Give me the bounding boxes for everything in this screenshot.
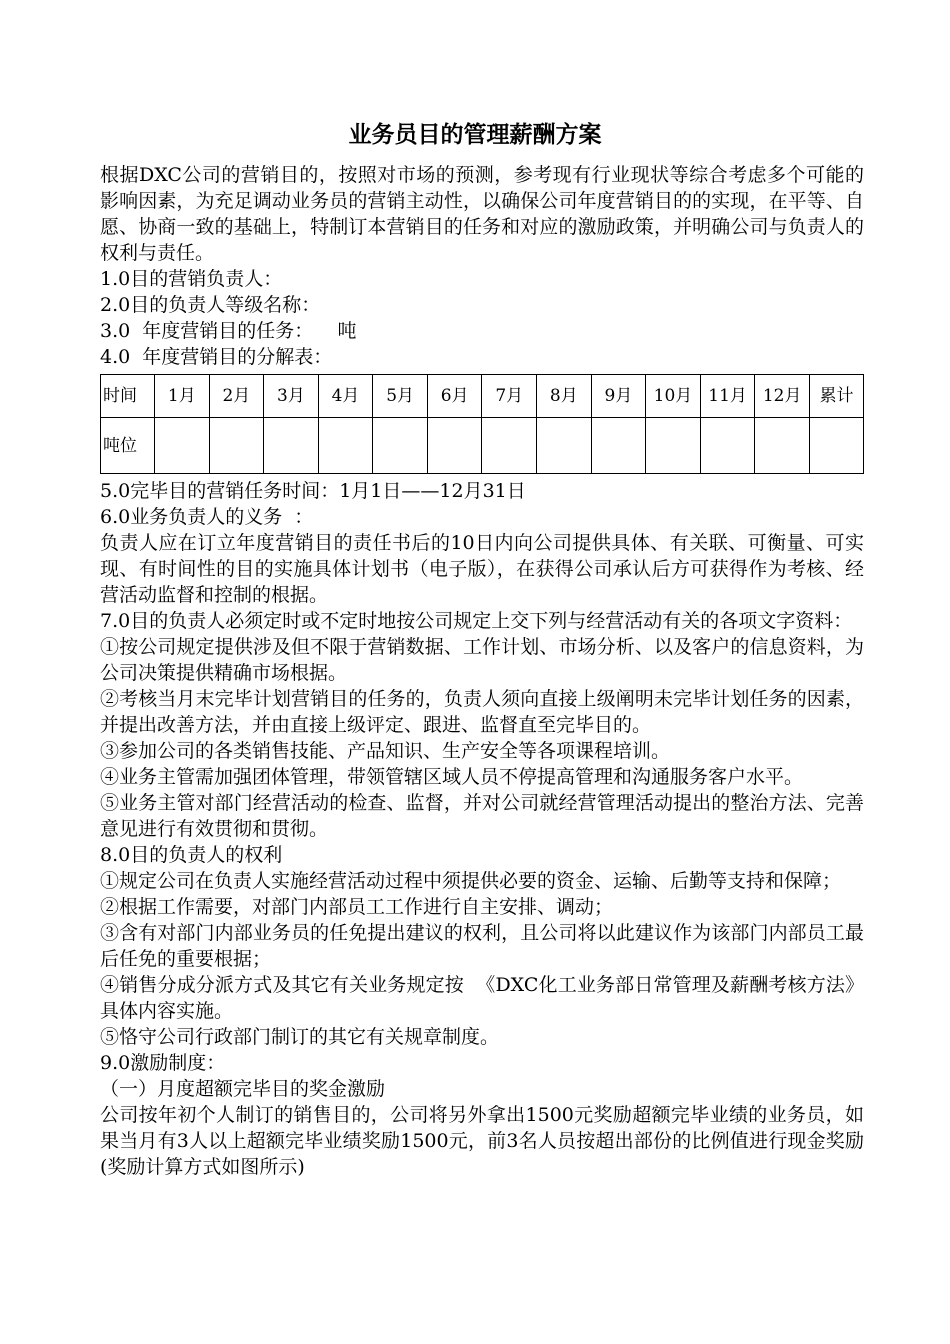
table-cell xyxy=(646,418,701,474)
table-header-cell: 5月 xyxy=(373,375,428,418)
table-cell xyxy=(591,418,646,474)
table-header-cell: 时间 xyxy=(101,375,155,418)
table-cell xyxy=(755,418,810,474)
table-row xyxy=(101,418,864,474)
item-3-heading: 3.0 年度营销目的任务： 吨 xyxy=(100,320,357,342)
item-8-point: ③含有对部门内部业务员的任免提出建议的权利，且公司将以此建议作为该部门内部员工最后任免的重要根据； xyxy=(100,922,864,970)
item-7-heading: 7.0目的负责人必须定时或不定时地按公司规定上交下列与经营活动有关的各项文字资料： xyxy=(100,610,853,632)
table-row-label: 吨位 xyxy=(101,418,155,474)
table-cell xyxy=(209,418,264,474)
item-9-heading: 9.0激励制度： xyxy=(100,1052,226,1074)
item-9-subheading: （一）月度超额完毕目的奖金激励 xyxy=(100,1078,386,1100)
document-body xyxy=(100,162,864,1180)
distribution-table-wrapper xyxy=(100,374,864,474)
table-header-cell: 3月 xyxy=(264,375,319,418)
item-7-point: ⑤业务主管对部门经营活动的检查、监督，并对公司就经营管理活动提出的整治方法、完善意见进行有效贯彻和贯彻。 xyxy=(100,792,864,840)
item-7-point: ①按公司规定提供涉及但不限于营销数据、工作计划、市场分析、以及客户的信息资料，为公司决策提供精确市场根据。 xyxy=(100,636,864,684)
table-cell xyxy=(155,418,210,474)
table-cell xyxy=(482,418,537,474)
table-header-cell: 12月 xyxy=(755,375,810,418)
table-header-cell: 11月 xyxy=(700,375,755,418)
table-header-cell: 1月 xyxy=(155,375,210,418)
item-7-point: ②考核当月末完毕计划营销目的任务的，负责人须向直接上级阐明未完毕计划任务的因素，并提出改善方法，并由直接上级评定、跟进、监督直至完毕目的。 xyxy=(100,688,864,736)
item-2-heading: 2.0目的负责人等级名称： xyxy=(100,294,321,316)
table-header-cell: 累计 xyxy=(810,375,864,418)
item-8-point: ②根据工作需要，对部门内部员工工作进行自主安排、调动； xyxy=(100,896,614,918)
intro-paragraph: 根据DXC公司的营销目的，按照对市场的预测，参考现有行业现状等综合考虑多个可能的影响因素，为充足调动业务员的营销主动性，以确保公司年度营销目的的实现，在平等、自愿、协商一致的基础上，特制订本营销目的任务和对应的激励政策，并明确公司与负责人的权利与责任。 xyxy=(100,164,864,264)
table-header-cell: 2月 xyxy=(209,375,264,418)
item-6-paragraph: 负责人应在订立年度营销目的责任书后的10日内向公司提供具体、有关联、可衡量、可实现、有时间性的目的实施具体计划书（电子版），在获得公司承认后方可获得作为考核、经营活动监督和控制的根据。 xyxy=(100,532,864,606)
item-4-heading: 4.0 年度营销目的分解表： xyxy=(100,346,333,368)
item-8-heading: 8.0目的负责人的权利 xyxy=(100,844,283,866)
document-title: 业务员目的管理薪酬方案 xyxy=(348,122,602,148)
table-header-cell: 7月 xyxy=(482,375,537,418)
item-1-heading: 1.0目的营销负责人： xyxy=(100,268,283,290)
table-header-cell: 6月 xyxy=(427,375,482,418)
distribution-table xyxy=(100,374,864,474)
table-cell xyxy=(264,418,319,474)
item-6-heading: 6.0业务负责人的义务 ： xyxy=(100,506,314,528)
item-9-paragraph: 公司按年初个人制订的销售目的，公司将另外拿出1500元奖励超额完毕业绩的业务员，如果当月有3人以上超额完毕业绩奖励1500元，前3名人员按超出部份的比例值进行现金奖励(奖励计算方式如图所示) xyxy=(100,1104,864,1178)
table-cell xyxy=(373,418,428,474)
table-cell xyxy=(700,418,755,474)
table-header-row xyxy=(101,375,864,418)
item-7-point: ③参加公司的各类销售技能、产品知识、生产安全等各项课程培训。 xyxy=(100,740,671,762)
item-7-point: ④业务主管需加强团体管理，带领管辖区域人员不停提高管理和沟通服务客户水平。 xyxy=(100,766,804,788)
item-8-point: ④销售分成分派方式及其它有关业务规定按 《DXC化工业务部日常管理及薪酬考核方法》具体内容实施。 xyxy=(100,974,864,1022)
table-cell xyxy=(537,418,592,474)
table-header-cell: 9月 xyxy=(591,375,646,418)
table-header-cell: 4月 xyxy=(318,375,373,418)
item-8-point: ⑤恪守公司行政部门制订的其它有关规章制度。 xyxy=(100,1026,500,1048)
table-header-cell: 8月 xyxy=(537,375,592,418)
table-header-cell: 10月 xyxy=(646,375,701,418)
item-8-point: ①规定公司在负责人实施经营活动过程中须提供必要的资金、运输、后勤等支持和保障； xyxy=(100,870,842,892)
table-cell xyxy=(810,418,864,474)
item-5-heading: 5.0完毕目的营销任务时间：1月1日——12月31日 xyxy=(100,480,526,502)
table-cell xyxy=(427,418,482,474)
table-cell xyxy=(318,418,373,474)
